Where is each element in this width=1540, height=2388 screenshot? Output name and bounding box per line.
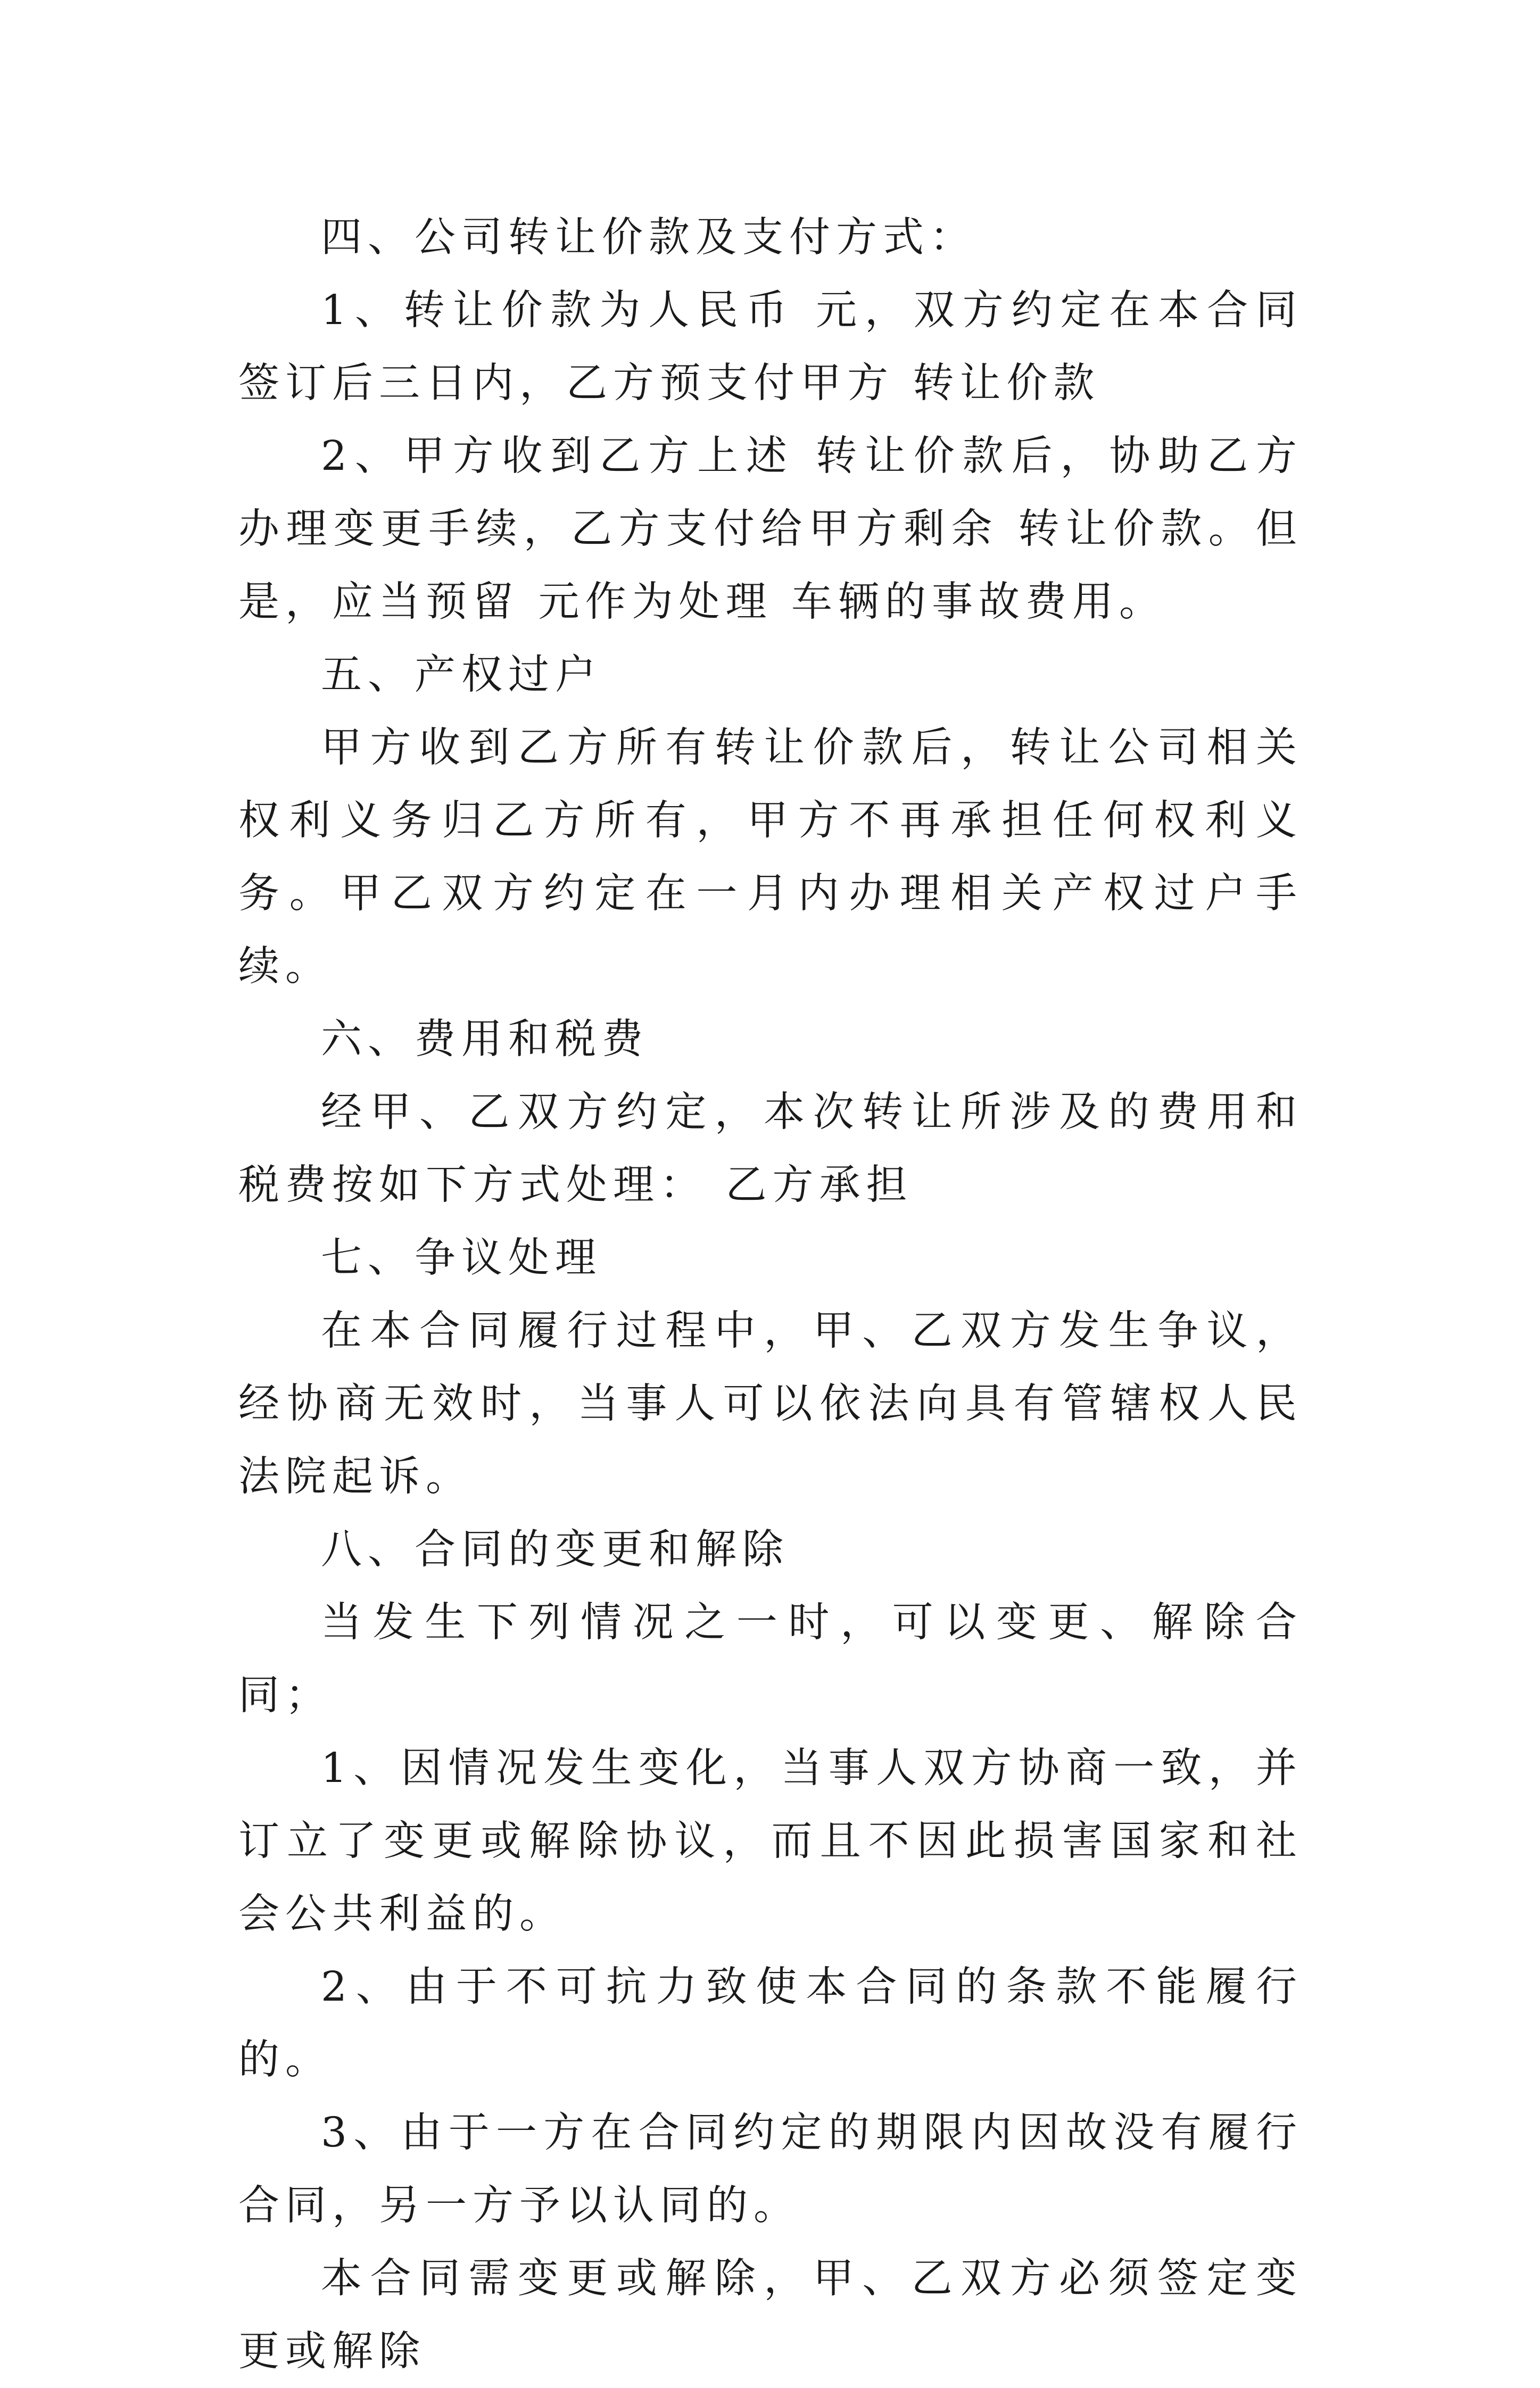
section-heading-change: 八、合同的变更和解除 [321,1526,789,1573]
section-heading-transfer: 五、产权过户 [321,651,602,699]
section-heading-payment: 四、公司转让价款及支付方式： [321,214,976,261]
paragraph-change-2: 2、由于不可抗力致使本合同的条款不能履行的。 [238,1963,1303,2084]
paragraph-change-final: 本合同需变更或解除，甲、乙双方必须签定变更或解除 [238,2255,1303,2375]
section-heading-fees: 六、费用和税费 [321,1016,649,1063]
paragraph-payment-1: 1、转让价款为人民币 元，双方约定在本合同签订后三日内，乙方预支付甲方 转让价款 [238,287,1303,407]
paragraph-payment-2: 2、甲方收到乙方上述 转让价款后，协助乙方办理变更手续，乙方支付给甲方剩余 转让价款。但是，应当预留 元作为处理 车辆的事故费用。 [238,433,1303,626]
paragraph-fees: 经甲、乙双方约定，本次转让所涉及的费用和税费按如下方式处理： 乙方承担 [238,1089,1303,1209]
paragraph-change-3: 3、由于一方在合同约定的期限内因故没有履行合同，另一方予以认同的。 [238,2109,1303,2229]
section-heading-dispute: 七、争议处理 [321,1234,602,1282]
paragraph-change-intro: 当发生下列情况之一时，可以变更、解除合同； [238,1599,1303,1719]
paragraph-dispute: 在本合同履行过程中，甲、乙双方发生争议，经协商无效时，当事人可以依法向具有管辖权人民法院起诉。 [238,1307,1303,1500]
paragraph-transfer: 甲方收到乙方所有转让价款后，转让公司相关权利义务归乙方所有，甲方不再承担任何权利义务。甲乙双方约定在一月内办理相关产权过户手续。 [238,724,1303,990]
document-body [238,201,1303,2388]
paragraph-change-1: 1、因情况发生变化，当事人双方协商一致，并订立了变更或解除协议，而且不因此损害国家和社会公共利益的。 [238,1745,1303,1938]
